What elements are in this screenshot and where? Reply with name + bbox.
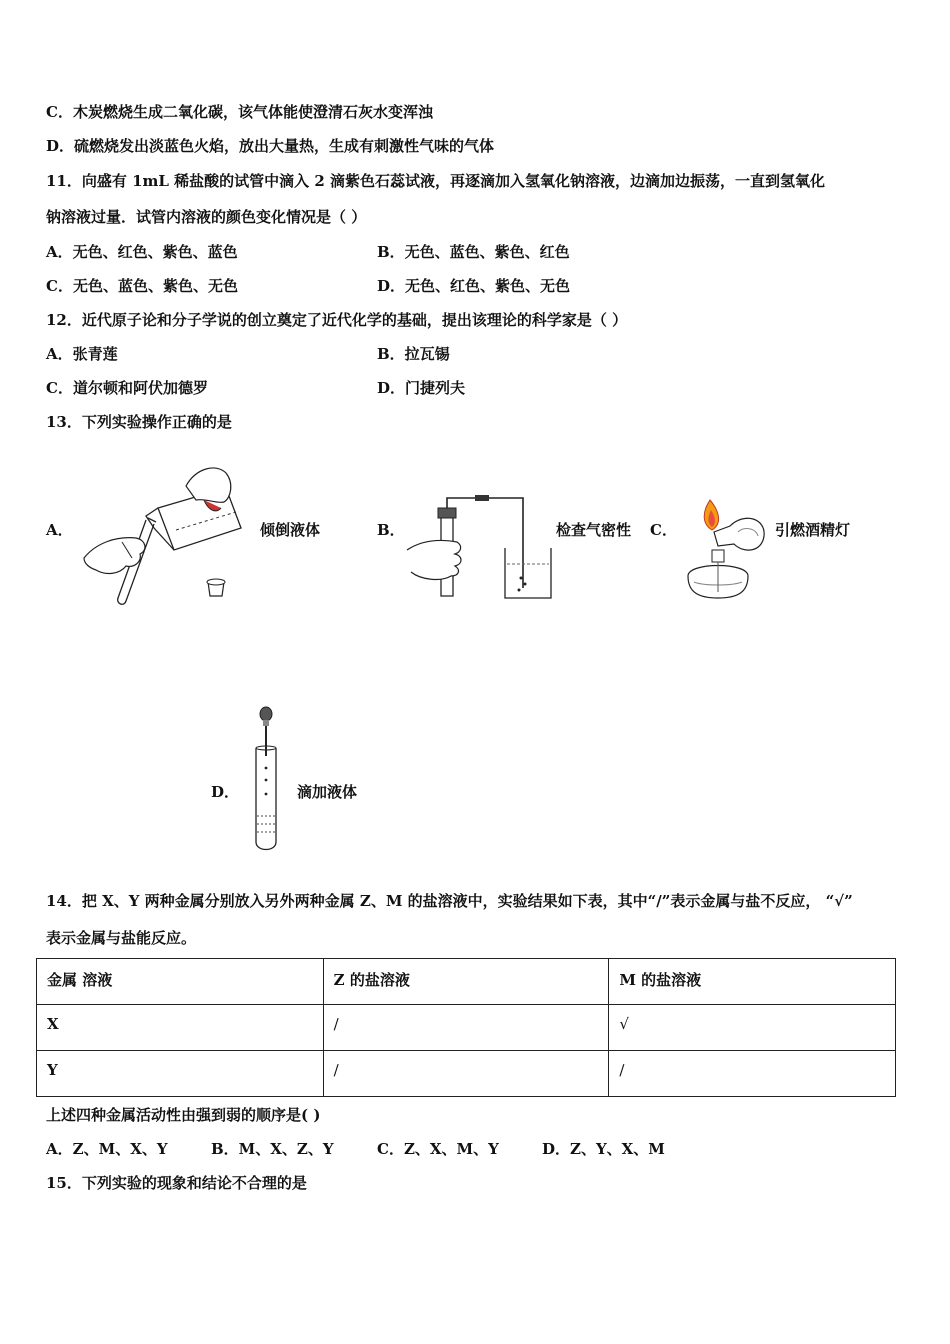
q13-stem: 13．下列实验操作正确的是 — [46, 413, 232, 431]
q11-option-b: B．无色、蓝色、紫色、红色 — [377, 243, 570, 261]
q14-stem-line1: 14．把 X、Y 两种金属分别放入另外两种金属 Z、M 的盐溶液中，实验结果如下表，其中“/”表示金属与盐不反应， “√” — [46, 892, 853, 910]
q11-stem-line2: 钠溶液过量．试管内溶液的颜色变化情况是（ ） — [46, 208, 367, 226]
header-metal-solution: 金属 溶液 — [37, 959, 324, 1005]
q13-option-b-letter: B． — [377, 521, 405, 539]
pour-liquid-illustration — [76, 458, 246, 608]
q12-stem: 12．近代原子论和分子学说的创立奠定了近代化学的基础，提出该理论的科学家是（ ） — [46, 311, 628, 329]
q14-question: 上述四种金属活动性由强到弱的顺序是( ) — [46, 1106, 321, 1124]
row-x-m-result: √ — [609, 1005, 896, 1051]
q15-stem: 15．下列实验的现象和结论不合理的是 — [46, 1174, 307, 1192]
row-y-m-result: ∕ — [609, 1051, 896, 1097]
q11-option-a: A．无色、红色、紫色、蓝色 — [46, 243, 238, 261]
q10-option-d: D．硫燃烧发出淡蓝色火焰，放出大量热，生成有刺激性气味的气体 — [46, 137, 495, 155]
airtightness-check-illustration — [405, 492, 555, 602]
q13-option-d-caption: 滴加液体 — [297, 783, 358, 801]
q13-option-c-caption: 引燃酒精灯 — [775, 521, 851, 539]
q14-option-c: C．Z、X、M、Y — [377, 1140, 499, 1158]
row-x-metal: X — [37, 1005, 324, 1051]
reaction-results-table — [36, 958, 896, 1097]
q14-option-b: B．M、X、Z、Y — [211, 1140, 334, 1158]
q11-option-c: C．无色、蓝色、紫色、无色 — [46, 277, 238, 295]
q13-option-c-letter: C． — [650, 521, 677, 539]
q14-stem-line2: 表示金属与盐能反应。 — [46, 929, 197, 947]
q14-option-d: D．Z、Y、X、M — [542, 1140, 665, 1158]
q10-option-c: C．木炭燃烧生成二氧化碳，该气体能使澄清石灰水变浑浊 — [46, 103, 433, 121]
q11-option-d: D．无色、红色、紫色、无色 — [377, 277, 571, 295]
row-y-z-result: ∕ — [323, 1051, 609, 1097]
q13-option-b-caption: 检查气密性 — [556, 521, 632, 539]
q11-stem-line1: 11．向盛有 1mL 稀盐酸的试管中滴入 2 滴紫色石蕊试液，再逐滴加入氢氧化钠溶液，边滴加边振荡，一直到氢氧化 — [46, 172, 826, 190]
header-z-salt-solution: Z 的盐溶液 — [323, 959, 609, 1005]
light-alcohol-lamp-illustration — [674, 496, 770, 604]
q12-option-d: D．门捷列夫 — [377, 379, 466, 397]
q13-option-a-caption: 倾倒液体 — [260, 521, 321, 539]
q13-option-a-letter: A． — [46, 521, 73, 539]
q14-option-a: A．Z、M、X、Y — [46, 1140, 168, 1158]
row-y-metal: Y — [37, 1051, 324, 1097]
q12-option-b: B．拉瓦锡 — [377, 345, 450, 363]
header-m-salt-solution: M 的盐溶液 — [609, 959, 896, 1005]
q12-option-a: A．张青莲 — [46, 345, 118, 363]
table-header-row — [37, 959, 896, 1005]
q12-option-c: C．道尔顿和阿伏加德罗 — [46, 379, 208, 397]
add-dropwise-illustration — [246, 704, 286, 854]
table-row — [37, 1051, 896, 1097]
q13-option-d-letter: D． — [211, 783, 240, 801]
row-x-z-result: ∕ — [323, 1005, 609, 1051]
table-row — [37, 1005, 896, 1051]
